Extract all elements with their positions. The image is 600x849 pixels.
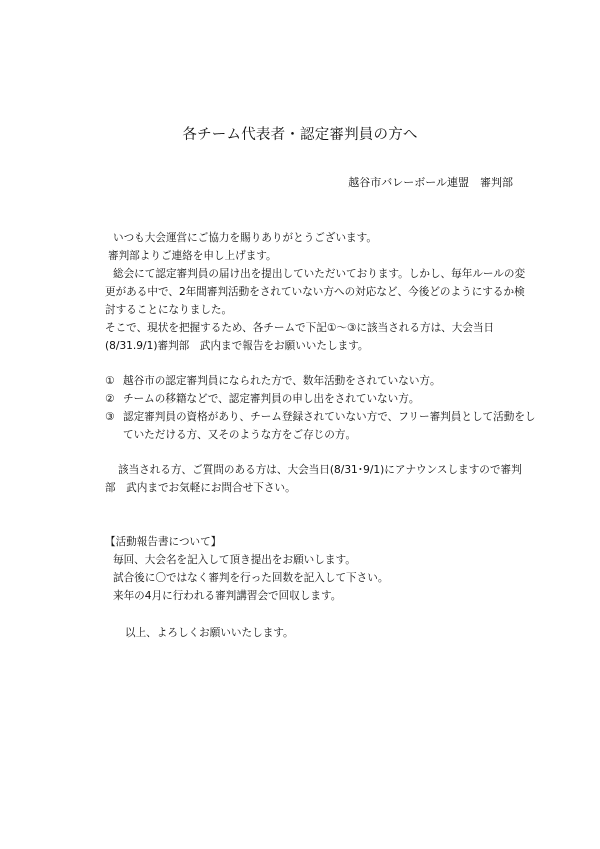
list-item-3 xyxy=(105,409,536,425)
list-text-1: 越谷市の認定審判員になられた方で、数年活動をされていない方。 xyxy=(123,375,441,387)
intro-line-2: 審判部よりご連絡を申し上げます。 xyxy=(108,250,277,262)
list-marker-3: ③ xyxy=(105,411,115,423)
list-marker-2: ② xyxy=(105,393,115,405)
list-item-1 xyxy=(105,373,441,389)
intro-line-1: いつも大会運営にご協力を賜りありがとうございます。 xyxy=(113,232,377,244)
intro-line-5: 討することになりました。 xyxy=(105,304,233,316)
list-marker-1: ① xyxy=(105,375,115,387)
intro-line-3: 総会にて認定審判員の届け出を提出していただいております。しかし、毎年ルールの変 xyxy=(113,268,526,280)
sender-line: 越谷市バレーボール連盟 審判部 xyxy=(348,176,513,189)
list-text-3: 認定審判員の資格があり、チーム登録されていない方で、フリー審判員として活動をし xyxy=(123,411,536,423)
report-line-2: 試合後に〇ではなく審判を行った回数を記入して下さい。 xyxy=(113,572,389,584)
intro-line-6: そこで、現状を把握するため、各チームで下記①～③に該当される方は、大会当日 xyxy=(105,322,495,334)
list-text-2: チームの移籍などで、認定審判員の申し出をされていない方。 xyxy=(123,393,420,405)
report-heading: 【活動報告書について】 xyxy=(105,536,222,548)
document-title: 各チーム代表者・認定審判員の方へ xyxy=(182,127,418,143)
closing-line: 以上、よろしくお願いいたします。 xyxy=(125,627,294,639)
report-line-1: 毎回、大会名を記入して頂き提出をお願いします。 xyxy=(113,554,356,566)
intro-line-4: 更がある中で、2年間審判活動をされていない方への対応など、今後どのようにするか検 xyxy=(105,286,525,298)
contact-line-1: 該当される方、ご質問のある方は、大会当日(8/31･9/1)にアナウンスしますので審判 xyxy=(118,464,522,476)
contact-line-2: 部 武内までお気軽にお問合せ下さい。 xyxy=(105,482,296,494)
list-item-2 xyxy=(105,391,419,407)
report-line-3: 来年の4月に行われる審判講習会で回収します。 xyxy=(113,590,342,602)
intro-line-7: (8/31.9/1)審判部 武内まで報告をお願いいたします。 xyxy=(105,340,369,352)
list-item-3-continuation: ていただける方、又そのような方をご存じの方。 xyxy=(123,429,357,441)
